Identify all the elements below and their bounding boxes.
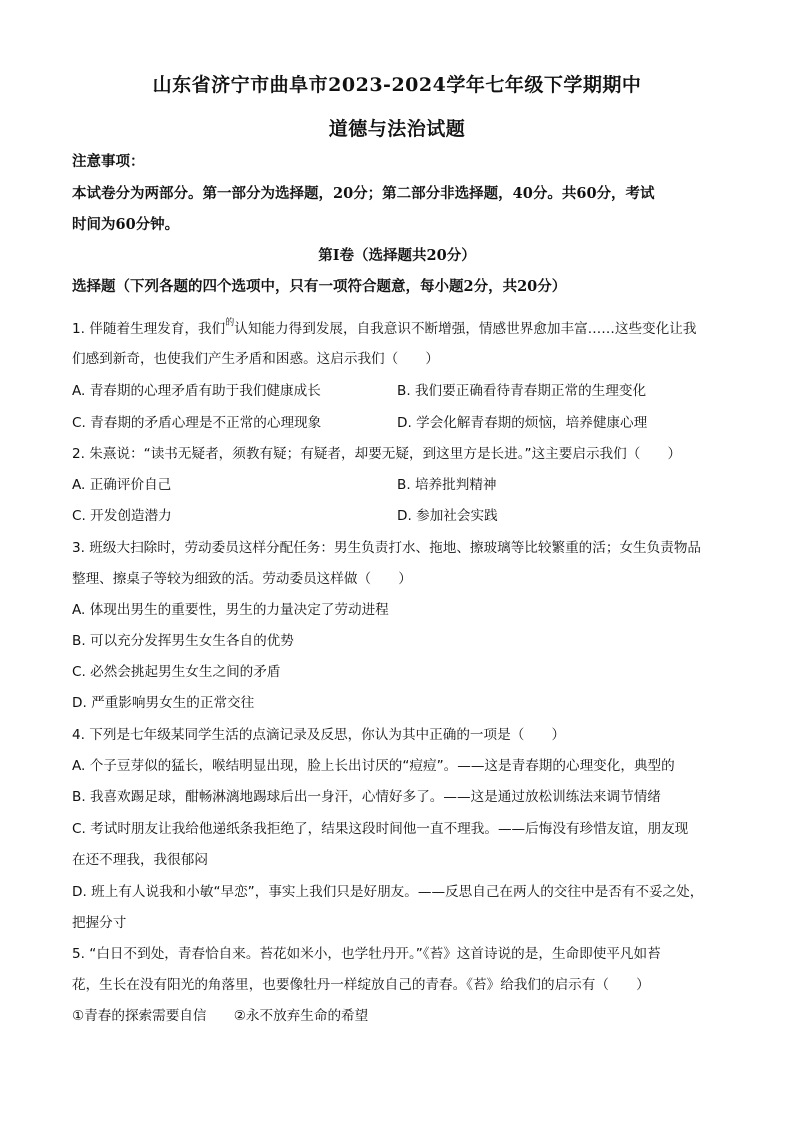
part1-title: 第Ⅰ卷（选择题共20分） xyxy=(318,247,476,264)
q3-option-b: B. 可以充分发挥男生女生各自的优势 xyxy=(72,633,294,649)
q3-option-a: A. 体现出男生的重要性，男生的力量决定了劳动进程 xyxy=(72,602,389,618)
part1-instruction: 选择题（下列各题的四个选项中，只有一项符合题意，每小题2分，共20分） xyxy=(72,278,567,295)
q1-option-b: B. 我们要正确看待青春期正常的生理变化 xyxy=(397,383,647,399)
q4-option-d-line2: 把握分寸 xyxy=(72,915,127,931)
q2-option-c: C. 开发创造潜力 xyxy=(72,508,172,524)
exam-title-line2: 道德与法治试题 xyxy=(328,118,466,140)
q3-option-d: D. 严重影响男女生的正常交往 xyxy=(72,695,255,711)
q4-option-b: B. 我喜欢踢足球，酣畅淋漓地踢球后出一身汗，心情好多了。——这是通过放松训练法来调节情绪 xyxy=(72,789,661,805)
q1-option-d: D. 学会化解青春期的烦恼，培养健康心理 xyxy=(397,415,648,431)
q1-stem-line1 xyxy=(72,315,696,337)
notice-line1: 本试卷分为两部分。第一部分为选择题，20分；第二部分非选择题，40分。共60分，考试 xyxy=(72,185,655,202)
q1-stem-superscript: 的 xyxy=(225,318,235,328)
q5-items: ①青春的探索需要自信 ②永不放弃生命的希望 xyxy=(72,1008,369,1024)
q2-option-a: A. 正确评价自己 xyxy=(72,477,172,493)
q1-option-a: A. 青春期的心理矛盾有助于我们健康成长 xyxy=(72,383,321,399)
q4-stem: 4. 下列是七年级某同学生活的点滴记录及反思，你认为其中正确的一项是（ ） xyxy=(72,727,566,743)
notice-heading: 注意事项： xyxy=(72,153,145,170)
q2-option-d: D. 参加社会实践 xyxy=(397,508,498,524)
q1-stem-part-a: 1. 伴随着生理发育，我们 xyxy=(72,321,226,337)
q5-stem-line1: 5. “白日不到处，青春恰自来。苔花如米小，也学牡丹开。”《苔》这首诗说的是，生命即使平凡如苔 xyxy=(72,946,661,962)
q2-stem: 2. 朱熹说：“读书无疑者，须教有疑；有疑者，却要无疑，到这里方是长进。”这主要启示我们（ ） xyxy=(72,446,682,462)
q1-stem-line2: 们感到新奇，也使我们产生矛盾和困惑。这启示我们（ ） xyxy=(72,351,440,367)
q5-stem-line2: 花，生长在没有阳光的角落里，也要像牡丹一样绽放自己的青春。《苔》给我们的启示有（ ） xyxy=(72,977,650,993)
q4-option-c-line1: C. 考试时朋友让我给他递纸条我拒绝了，结果这段时间他一直不理我。——后悔没有珍惜友谊，朋友现 xyxy=(72,821,689,837)
q4-option-c-line2: 在还不理我，我很郁闷 xyxy=(72,852,208,868)
q1-option-c: C. 青春期的矛盾心理是不正常的心理现象 xyxy=(72,415,322,431)
q3-stem-line2: 整理、擦桌子等较为细致的活。劳动委员这样做（ ） xyxy=(72,571,412,587)
q1-stem-part-b: 认知能力得到发展，自我意识不断增强，情感世界愈加丰富……这些变化让我 xyxy=(234,321,697,337)
q3-stem-line1: 3. 班级大扫除时，劳动委员这样分配任务：男生负责打水、拖地、擦玻璃等比较繁重的活；女生负责物品 xyxy=(72,540,702,556)
q3-option-c: C. 必然会挑起男生女生之间的矛盾 xyxy=(72,664,281,680)
exam-title-line1: 山东省济宁市曲阜市2023-2024学年七年级下学期期中 xyxy=(152,74,642,96)
notice-line2: 时间为60分钟。 xyxy=(72,216,180,233)
q4-option-d-line1: D. 班上有人说我和小敏“早恋”，事实上我们只是好朋友。——反思自己在两人的交往中是否有不妥之处， xyxy=(72,884,704,900)
q2-option-b: B. 培养批判精神 xyxy=(397,477,497,493)
q4-option-a: A. 个子豆芽似的猛长，喉结明显出现，脸上长出讨厌的“痘痘”。——这是青春期的心理变化，典型的 xyxy=(72,758,675,774)
